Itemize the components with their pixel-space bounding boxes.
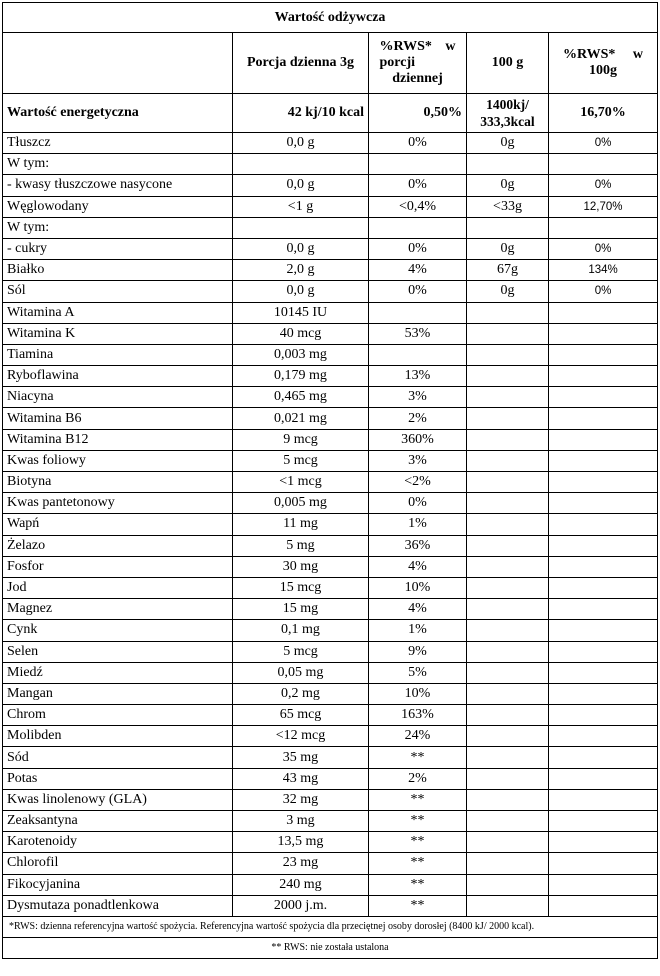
portion-value: 0,0 g: [233, 133, 369, 154]
rws100-value: [549, 514, 658, 535]
nutrient-name: Magnez: [3, 599, 233, 620]
portion-value: 0,003 mg: [233, 344, 369, 365]
rws100-value: [549, 450, 658, 471]
table-row: [3, 133, 658, 154]
per100-value: [467, 832, 549, 853]
per100-value: [467, 154, 549, 175]
table-row: [3, 832, 658, 853]
table-row: [3, 556, 658, 577]
portion-value: 43 mg: [233, 768, 369, 789]
rws100-value: 134%: [549, 260, 658, 281]
nutrient-name: Mangan: [3, 683, 233, 704]
table-title: Wartość odżywcza: [3, 3, 658, 33]
per100-value: [467, 705, 549, 726]
table-row: [3, 302, 658, 323]
table-row: [3, 408, 658, 429]
per100-value: [467, 514, 549, 535]
portion-value: 0,179 mg: [233, 366, 369, 387]
table-row: [3, 514, 658, 535]
nutrient-name: Niacyna: [3, 387, 233, 408]
portion-value: 32 mg: [233, 789, 369, 810]
per100-value: 0g: [467, 133, 549, 154]
per100-value: [467, 556, 549, 577]
table-row: [3, 493, 658, 514]
portion-value: 23 mg: [233, 853, 369, 874]
rws-portion-value: 53%: [369, 323, 467, 344]
rws-portion-value: 2%: [369, 408, 467, 429]
per100-value: [467, 811, 549, 832]
portion-value: [233, 217, 369, 238]
table-row: [3, 726, 658, 747]
table-row: [3, 387, 658, 408]
nutrient-name: W tym:: [3, 154, 233, 175]
per100-value: <33g: [467, 196, 549, 217]
table-row: [3, 344, 658, 365]
footnote-not-established: ** RWS: nie została ustalona: [3, 937, 658, 958]
nutrient-name: Ryboflawina: [3, 366, 233, 387]
nutrient-name: Karotenoidy: [3, 832, 233, 853]
rws100-value: [549, 556, 658, 577]
nutrient-name: Węglowodany: [3, 196, 233, 217]
per100-value: [467, 895, 549, 916]
nutrient-name: Kwas foliowy: [3, 450, 233, 471]
per100-value: [467, 789, 549, 810]
per100-value: [467, 620, 549, 641]
rws100-value: [549, 683, 658, 704]
rws100-value: [549, 599, 658, 620]
table-row: [3, 620, 658, 641]
rws100-value: [549, 344, 658, 365]
portion-value: [233, 154, 369, 175]
rws-portion-value: 1%: [369, 514, 467, 535]
portion-value: 13,5 mg: [233, 832, 369, 853]
rws100-value: [549, 323, 658, 344]
nutrient-name: Tiamina: [3, 344, 233, 365]
rws-portion-value: [369, 217, 467, 238]
rws-portion-value: **: [369, 874, 467, 895]
per100-value: [467, 323, 549, 344]
portion-value: 3 mg: [233, 811, 369, 832]
nutrient-name: - cukry: [3, 238, 233, 259]
portion-value: 0,0 g: [233, 281, 369, 302]
rws-portion-value: 24%: [369, 726, 467, 747]
nutrient-name: Selen: [3, 641, 233, 662]
rws-portion-value: 13%: [369, 366, 467, 387]
rws-portion-value: 5%: [369, 662, 467, 683]
per100-value: [467, 450, 549, 471]
nutrient-name: Wapń: [3, 514, 233, 535]
portion-value: 11 mg: [233, 514, 369, 535]
table-row: [3, 768, 658, 789]
nutrient-name: Biotyna: [3, 472, 233, 493]
rws100-value: [549, 493, 658, 514]
rws100-value: 0%: [549, 281, 658, 302]
per100-value: [467, 344, 549, 365]
table-row: [3, 196, 658, 217]
rws-portion-value: **: [369, 811, 467, 832]
rws-portion-value: 4%: [369, 599, 467, 620]
nutrient-name: Tłuszcz: [3, 133, 233, 154]
rws100-value: [549, 577, 658, 598]
per100-value: [467, 683, 549, 704]
portion-value: <1 mcg: [233, 472, 369, 493]
rws-portion-value: <2%: [369, 472, 467, 493]
rws100-value: [549, 387, 658, 408]
portion-value: 5 mg: [233, 535, 369, 556]
rws100-value: [549, 662, 658, 683]
rws-portion-value: [369, 154, 467, 175]
rws-portion-value: **: [369, 832, 467, 853]
rws100-value: 0%: [549, 133, 658, 154]
portion-value: 0,005 mg: [233, 493, 369, 514]
nutrient-name: Sód: [3, 747, 233, 768]
rws-portion-value: **: [369, 853, 467, 874]
rws100-value: [549, 811, 658, 832]
table-row: [3, 874, 658, 895]
rws-portion-value: 0%: [369, 238, 467, 259]
table-row: [3, 811, 658, 832]
rws-portion-value: 3%: [369, 450, 467, 471]
per100-value: [467, 302, 549, 323]
nutrient-name: Chrom: [3, 705, 233, 726]
table-row: [3, 747, 658, 768]
portion-value: 5 mcg: [233, 641, 369, 662]
table-row: [3, 450, 658, 471]
rws100-value: 0%: [549, 175, 658, 196]
nutrient-name: Fikocyjanina: [3, 874, 233, 895]
rws100-value: [549, 789, 658, 810]
per100-value: [467, 747, 549, 768]
header-empty: [3, 33, 233, 94]
rws-portion-value: 9%: [369, 641, 467, 662]
per100-value: 0g: [467, 238, 549, 259]
energy-per100: 1400kj/ 333,3kcal: [467, 94, 549, 133]
rws100-value: [549, 747, 658, 768]
header-rws100: [549, 33, 658, 94]
footnote-row: [3, 916, 658, 937]
nutrient-name: Dysmutaza ponadtlenkowa: [3, 895, 233, 916]
rws100-value: [549, 620, 658, 641]
rws100-value: [549, 641, 658, 662]
portion-value: 15 mg: [233, 599, 369, 620]
per100-value: [467, 217, 549, 238]
rws100-value: [549, 154, 658, 175]
energy-rws100: 16,70%: [549, 94, 658, 133]
rws100-value: 0%: [549, 238, 658, 259]
per100-value: [467, 429, 549, 450]
per100-value: [467, 472, 549, 493]
header-rws-portion: [369, 33, 467, 94]
per100-value: 0g: [467, 175, 549, 196]
rws100-value: [549, 832, 658, 853]
nutrient-name: Witamina B12: [3, 429, 233, 450]
per100-value: [467, 408, 549, 429]
table-row: [3, 429, 658, 450]
nutrient-name: Molibden: [3, 726, 233, 747]
table-row: [3, 260, 658, 281]
table-row: [3, 366, 658, 387]
table-row: [3, 895, 658, 916]
portion-value: 65 mcg: [233, 705, 369, 726]
energy-row: [3, 94, 658, 133]
table-row: [3, 238, 658, 259]
rws-portion-value: **: [369, 789, 467, 810]
rws100-value: [549, 408, 658, 429]
per100-value: [467, 387, 549, 408]
table-row: [3, 175, 658, 196]
rws100-value: [549, 853, 658, 874]
portion-value: 0,2 mg: [233, 683, 369, 704]
rws-portion-value: 10%: [369, 577, 467, 598]
per100-value: [467, 726, 549, 747]
portion-value: 15 mcg: [233, 577, 369, 598]
rws-portion-value: 2%: [369, 768, 467, 789]
portion-value: 10145 IU: [233, 302, 369, 323]
nutrient-name: Kwas linolenowy (GLA): [3, 789, 233, 810]
table-row: [3, 853, 658, 874]
per100-value: [467, 577, 549, 598]
footnote-row: [3, 937, 658, 958]
per100-value: [467, 853, 549, 874]
nutrient-name: Miedź: [3, 662, 233, 683]
table-row: [3, 323, 658, 344]
header-row: [3, 33, 658, 94]
rws-portion-value: 0%: [369, 493, 467, 514]
portion-value: <1 g: [233, 196, 369, 217]
rws-portion-value: 0%: [369, 175, 467, 196]
portion-value: 30 mg: [233, 556, 369, 577]
nutrient-name: Kwas pantetonowy: [3, 493, 233, 514]
header-portion: Porcja dzienna 3g: [233, 33, 369, 94]
nutrient-name: Potas: [3, 768, 233, 789]
nutrition-table: [2, 2, 658, 959]
portion-value: 35 mg: [233, 747, 369, 768]
per100-value: [467, 366, 549, 387]
energy-name: Wartość energetyczna: [3, 94, 233, 133]
nutrient-name: Zeaksantyna: [3, 811, 233, 832]
portion-value: 0,05 mg: [233, 662, 369, 683]
table-row: [3, 472, 658, 493]
per100-value: [467, 768, 549, 789]
per100-value: 0g: [467, 281, 549, 302]
table-row: [3, 705, 658, 726]
nutrient-name: Jod: [3, 577, 233, 598]
header-rws-portion-text: %RWS* w porcji dziennej: [379, 39, 456, 86]
portion-value: <12 mcg: [233, 726, 369, 747]
nutrient-name: Chlorofil: [3, 853, 233, 874]
rws-portion-value: 360%: [369, 429, 467, 450]
rws-portion-value: **: [369, 747, 467, 768]
table-row: [3, 281, 658, 302]
rws100-value: 12,70%: [549, 196, 658, 217]
rws100-value: [549, 472, 658, 493]
rws-portion-value: 10%: [369, 683, 467, 704]
nutrient-name: W tym:: [3, 217, 233, 238]
rws-portion-value: [369, 344, 467, 365]
rws-portion-value: 3%: [369, 387, 467, 408]
table-row: [3, 641, 658, 662]
nutrient-name: Sól: [3, 281, 233, 302]
energy-portion: 42 kj/10 kcal: [233, 94, 369, 133]
table-row: [3, 577, 658, 598]
rws100-value: [549, 726, 658, 747]
nutrient-name: Witamina K: [3, 323, 233, 344]
portion-value: 5 mcg: [233, 450, 369, 471]
nutrient-name: Żelazo: [3, 535, 233, 556]
portion-value: 0,1 mg: [233, 620, 369, 641]
rws100-value: [549, 895, 658, 916]
rws-portion-value: 0%: [369, 133, 467, 154]
portion-value: 2,0 g: [233, 260, 369, 281]
rws-portion-value: <0,4%: [369, 196, 467, 217]
nutrient-name: Fosfor: [3, 556, 233, 577]
table-row: [3, 535, 658, 556]
rws100-value: [549, 217, 658, 238]
nutrient-name: Witamina A: [3, 302, 233, 323]
rws100-value: [549, 874, 658, 895]
energy-rws-portion: 0,50%: [369, 94, 467, 133]
per100-value: [467, 874, 549, 895]
rws-portion-value: **: [369, 895, 467, 916]
table-row: [3, 599, 658, 620]
per100-value: [467, 662, 549, 683]
portion-value: 0,465 mg: [233, 387, 369, 408]
table-row: [3, 662, 658, 683]
per100-value: [467, 535, 549, 556]
rws-portion-value: 4%: [369, 260, 467, 281]
portion-value: 40 mcg: [233, 323, 369, 344]
rws100-value: [549, 768, 658, 789]
rws-portion-value: 1%: [369, 620, 467, 641]
table-row: [3, 154, 658, 175]
table-row: [3, 217, 658, 238]
portion-value: 0,0 g: [233, 175, 369, 196]
per100-value: 67g: [467, 260, 549, 281]
portion-value: 240 mg: [233, 874, 369, 895]
header-per100: 100 g: [467, 33, 549, 94]
per100-value: [467, 493, 549, 514]
per100-value: [467, 599, 549, 620]
rws-portion-value: 163%: [369, 705, 467, 726]
header-rws100-text: %RWS* w 100g: [563, 47, 644, 78]
portion-value: 2000 j.m.: [233, 895, 369, 916]
portion-value: 0,0 g: [233, 238, 369, 259]
rws100-value: [549, 429, 658, 450]
rws-portion-value: 36%: [369, 535, 467, 556]
portion-value: 0,021 mg: [233, 408, 369, 429]
rws-portion-value: [369, 302, 467, 323]
nutrient-name: Cynk: [3, 620, 233, 641]
table-row: [3, 789, 658, 810]
rws100-value: [549, 535, 658, 556]
per100-value: [467, 641, 549, 662]
nutrient-name: - kwasy tłuszczowe nasycone: [3, 175, 233, 196]
table-title-row: [3, 3, 658, 33]
nutrient-name: Białko: [3, 260, 233, 281]
footnote-rws: *RWS: dzienna referencyjna wartość spożycia. Referencyjna wartość spożycia dla przeciętnej osoby dorosłej (8400 kJ/ 2000 kcal).: [3, 916, 658, 937]
rws-portion-value: 4%: [369, 556, 467, 577]
table-row: [3, 683, 658, 704]
rws-portion-value: 0%: [369, 281, 467, 302]
rws100-value: [549, 705, 658, 726]
nutrient-name: Witamina B6: [3, 408, 233, 429]
portion-value: 9 mcg: [233, 429, 369, 450]
rws100-value: [549, 302, 658, 323]
rws100-value: [549, 366, 658, 387]
